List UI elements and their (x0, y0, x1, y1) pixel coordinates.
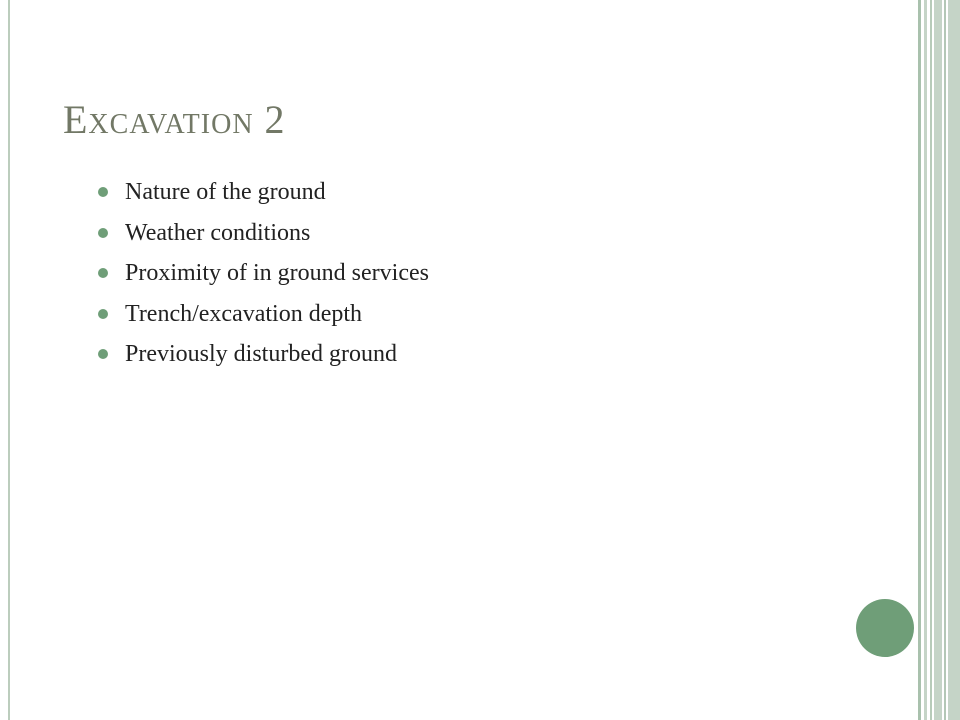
bullet-dot-icon (98, 187, 108, 197)
border-stripe (930, 0, 932, 720)
slide-title: Excavation 2 (63, 97, 286, 142)
bullet-dot-icon (98, 349, 108, 359)
bullet-text: Proximity of in ground services (125, 260, 429, 286)
border-stripe (918, 0, 921, 720)
bullet-text: Trench/excavation depth (125, 300, 363, 327)
bullet-text: Nature of the ground (125, 179, 326, 205)
bullet-text: Weather conditions (125, 219, 311, 246)
bullet-dot-icon (98, 228, 108, 238)
bullet-dot-icon (98, 309, 108, 319)
bullet-dot-icon (98, 268, 108, 278)
border-stripe (934, 0, 942, 720)
decorative-circle (856, 599, 914, 657)
slide-left-border (8, 0, 10, 720)
border-stripe (944, 0, 946, 720)
border-stripe (948, 0, 960, 720)
bullet-text: Previously disturbed ground (125, 341, 397, 367)
slide-right-border (918, 0, 960, 720)
border-stripe (924, 0, 927, 720)
